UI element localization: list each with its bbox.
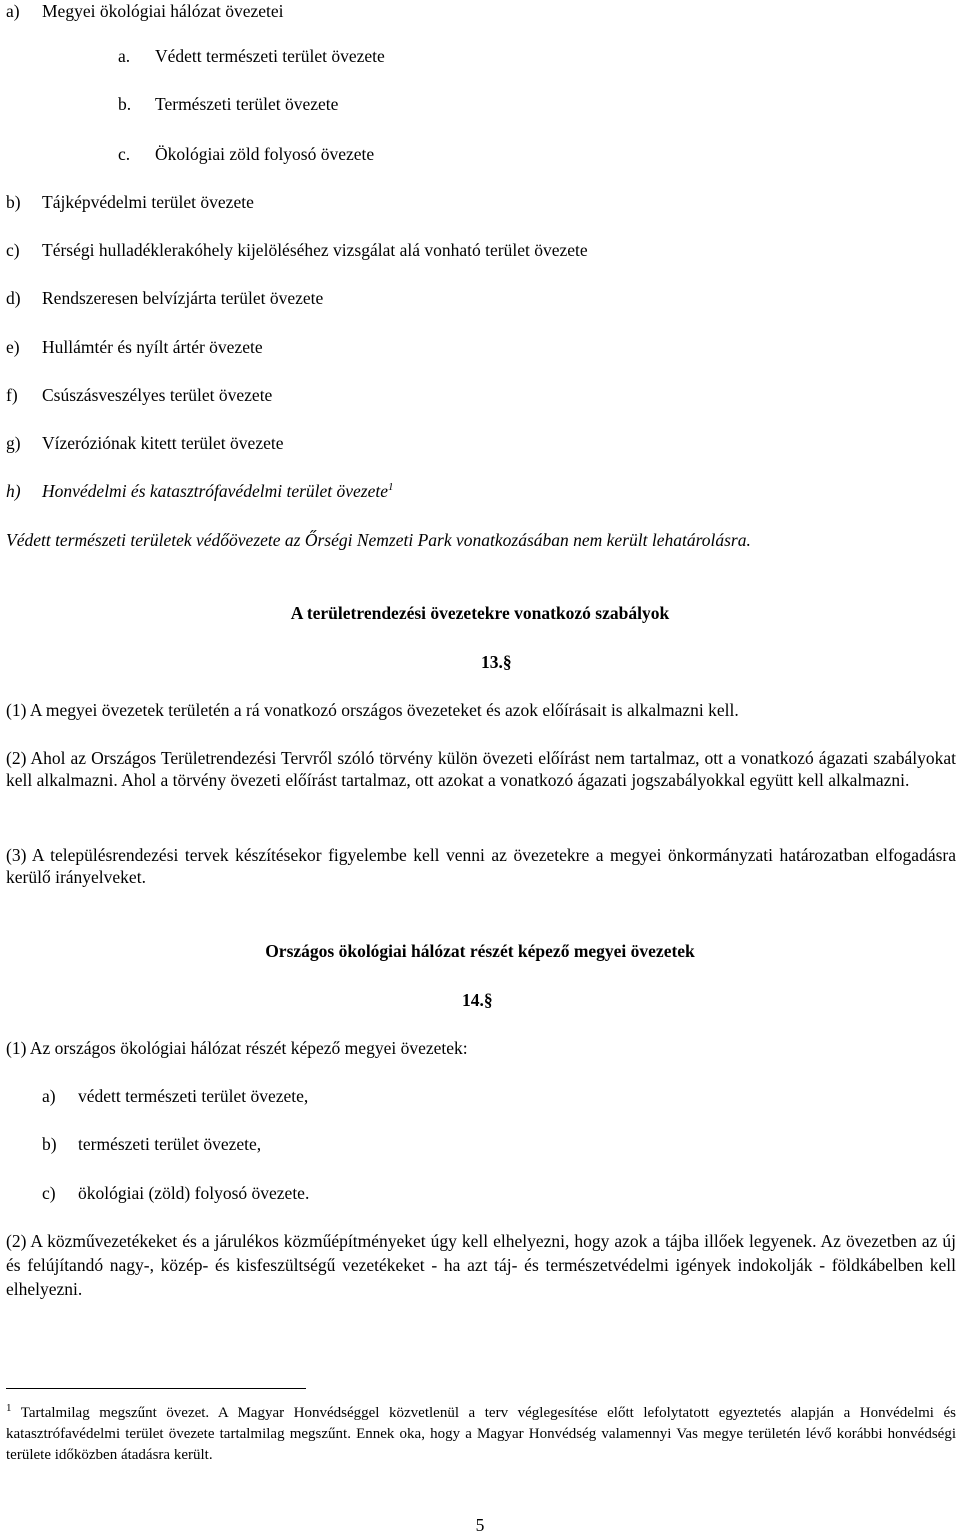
section-14-heading: Országos ökológiai hálózat részét képező megyei övezetek <box>265 941 695 961</box>
list-text: Védett természeti terület övezete <box>155 46 385 66</box>
list-text: Természeti terület övezete <box>155 94 339 114</box>
list-text: Honvédelmi és katasztrófavédelmi terület övezete$^1$ <box>42 481 394 501</box>
section-sign-icon: § <box>483 990 493 1010</box>
list-text: Ökológiai zöld folyosó övezete <box>155 144 375 164</box>
protected-note: Védett természeti területek védőövezete az Őrségi Nemzeti Park vonatkozásában nem került lehatárolásra. <box>6 530 751 550</box>
section-13-heading: A területrendezési övezetekre vonatkozó szabályok <box>290 603 670 623</box>
section-13-para-1: (1) A megyei övezetek területén a rá vonatkozó országos övezeteket és azok előírásait is alkalmazni kell. <box>6 700 739 720</box>
list-marker: c. <box>118 144 131 164</box>
section-13-para-3: (3) A településrendezési tervek készítésekor figyelembe kell venni az övezetekre a megyei önkormányzati határozatban elfogadásra kerülő irányelveket. <box>6 845 956 887</box>
list-marker: c) <box>6 240 20 260</box>
section-14-para-2: (2) A közművezetékeket és a járulékos közműépítményeket úgy kell elhelyezni, hogy azok a tájba illőek legyenek. Az övezetben az új és felújítandó nagy-, közép- és kisfeszültségű vezetékeket - ha azt táj- és természetvédelmi igények indokolják - földkábelben kell elhelyezni. <box>6 1231 956 1299</box>
section-14-number: 14.§ <box>462 990 493 1010</box>
list-text: Tájképvédelmi terület övezete <box>42 192 254 212</box>
list-text: Hullámtér és nyílt ártér övezete <box>42 337 263 357</box>
footnote <box>6 1403 956 1466</box>
list-text: ökológiai (zöld) folyosó övezete. <box>78 1183 310 1203</box>
footnote-mark: 1 <box>6 1402 12 1414</box>
list-text: természeti terület övezete, <box>78 1134 262 1154</box>
list-text: Rendszeresen belvízjárta terület övezete <box>42 288 324 308</box>
list-marker: a. <box>118 46 131 66</box>
section-sign-icon: § <box>502 652 512 672</box>
footnote-ref: 1 <box>388 481 394 494</box>
list-marker: b) <box>6 192 21 212</box>
list-marker: f) <box>6 385 18 405</box>
section-13-para-2: (2) Ahol az Országos Területrendezési Tervről szóló törvény külön övezeti előírást nem tartalmaz, ott a vonatkozó ágazati szabályokat kell alkalmazni. Ahol a törvény övezeti előírást tartalmaz, ott azokat a vonatkozó ágazati jogszabályokkal együtt kell alkalmazni. <box>6 748 956 790</box>
list-marker: b) <box>42 1134 57 1154</box>
page-number: 5 <box>475 1515 485 1535</box>
list-text: Vízeróziónak kitett terület övezete <box>42 433 284 453</box>
list-marker: d) <box>6 288 21 308</box>
list-marker: h) <box>6 481 21 501</box>
footnote-text: Tartalmilag megszűnt övezet. A Magyar Honvédséggel közvetlenül a terv véglegesítése előtt lefolytatott egyeztetés alapján a Honvédelmi és katasztrófavédelmi terület övezete tartalmilag megszűnt. Ennek oka, hogy a Magyar Honvédség valamennyi Vas megye területén lévő korábbi honvédségi területe időközben átadásra került. <box>6 1405 956 1463</box>
list-text: védett természeti terület övezete, <box>78 1086 309 1106</box>
list-marker: a) <box>42 1086 56 1106</box>
list-marker: e) <box>6 337 20 357</box>
list-marker: b. <box>118 94 132 114</box>
list-text: Megyei ökológiai hálózat övezetei <box>42 1 284 21</box>
list-marker: g) <box>6 433 21 453</box>
list-marker: a) <box>6 1 20 21</box>
footnote-divider <box>6 1388 306 1389</box>
section-14-para-1: (1) Az országos ökológiai hálózat részét képező megyei övezetek: <box>6 1038 468 1058</box>
section-13-number: 13.§ <box>481 652 512 672</box>
list-text: Térségi hulladéklerakóhely kijelöléséhez vizsgálat alá vonható terület övezete <box>42 240 588 260</box>
list-marker: c) <box>42 1183 56 1203</box>
list-text: Csúszásveszélyes terület övezete <box>42 385 273 405</box>
